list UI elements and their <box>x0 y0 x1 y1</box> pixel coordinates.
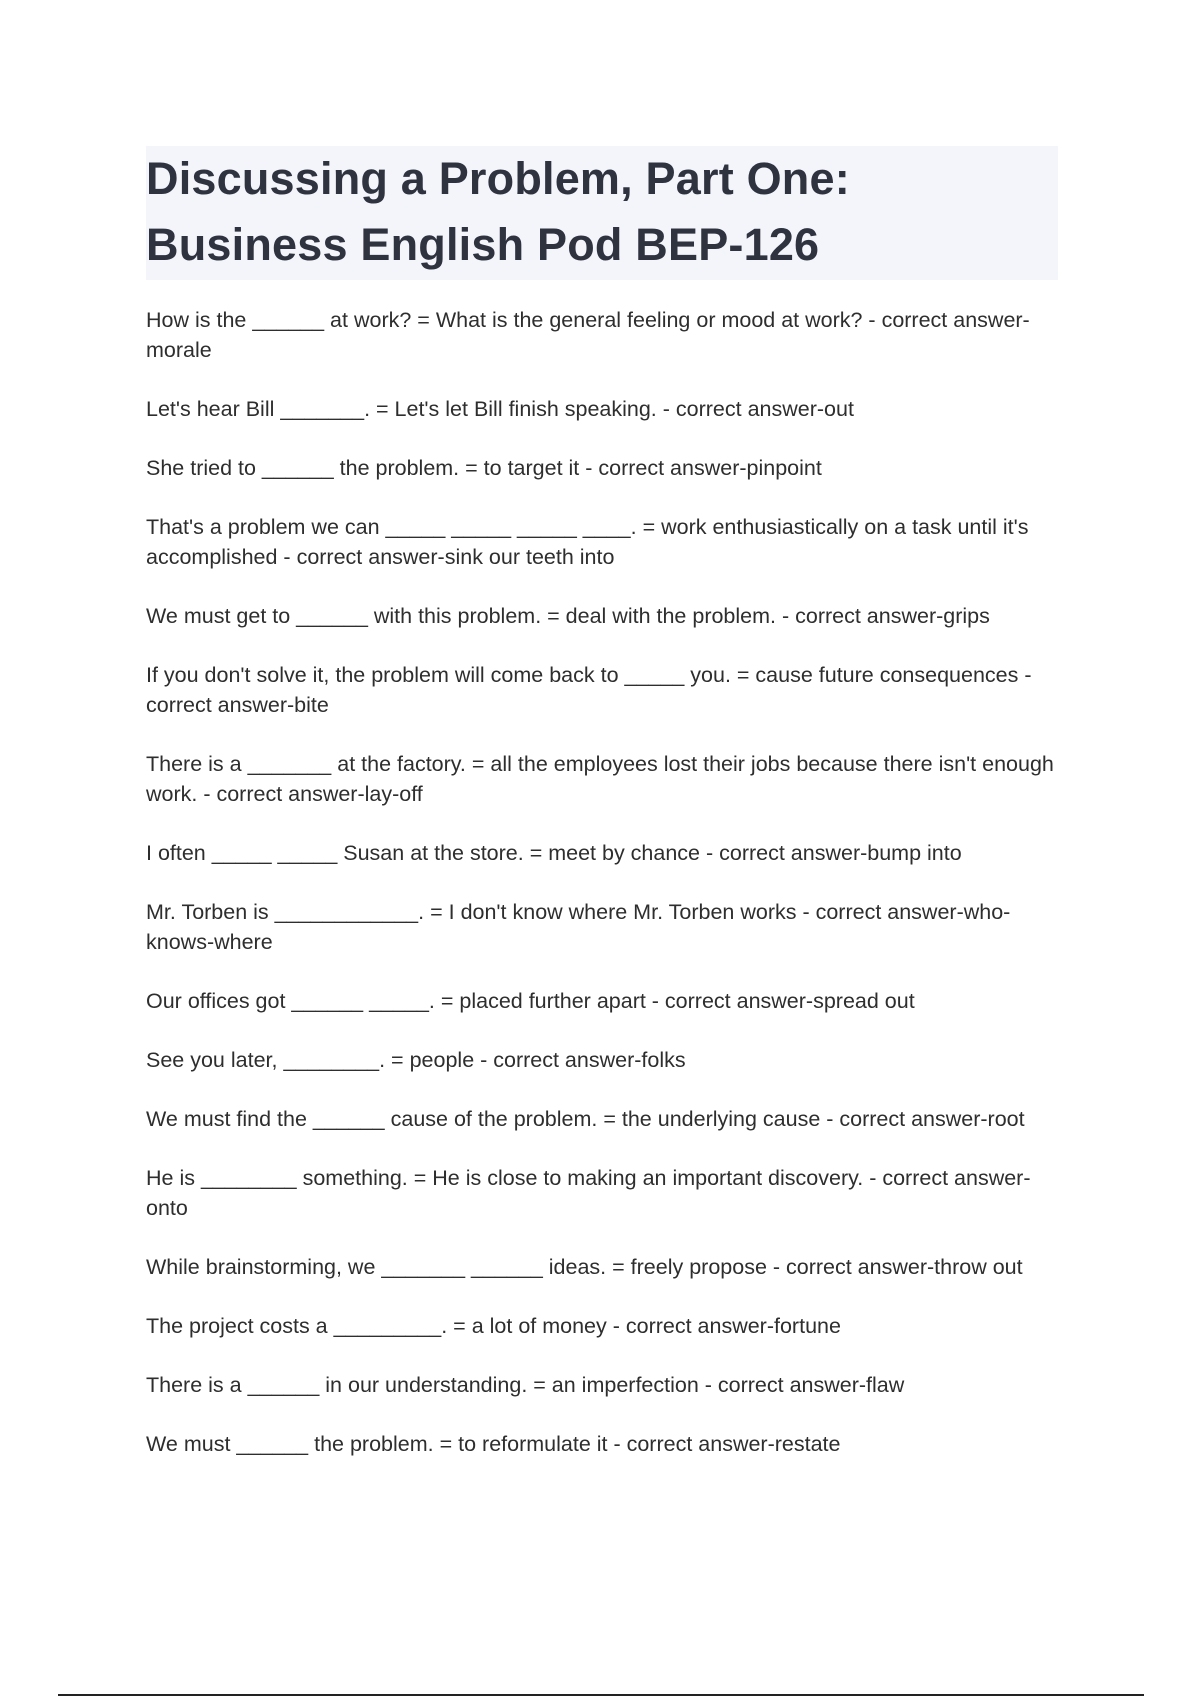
list-item: Let's hear Bill _______. = Let's let Bill finish speaking. - correct answer-out <box>146 397 854 421</box>
title-line-2: Business English Pod BEP-126 <box>146 219 820 270</box>
question-answer-list <box>146 305 1066 1488</box>
title-line-1: Discussing a Problem, Part One: <box>146 153 850 204</box>
list-item: There is a _______ at the factory. = all the employees lost their jobs because there isn't enough work. - correct answer-lay-off <box>146 752 1054 806</box>
list-item: We must ______ the problem. = to reformulate it - correct answer-restate <box>146 1432 841 1456</box>
list-item: The project costs a _________. = a lot of money - correct answer-fortune <box>146 1314 841 1338</box>
list-item: We must get to ______ with this problem. = deal with the problem. - correct answer-grips <box>146 604 990 628</box>
page-title <box>146 146 1058 278</box>
list-item: While brainstorming, we _______ ______ ideas. = freely propose - correct answer-throw out <box>146 1255 1023 1279</box>
list-item: That's a problem we can _____ _____ _____ ____. = work enthusiastically on a task until it's accomplished - correct answer-sink our teeth into <box>146 515 1029 569</box>
list-item: If you don't solve it, the problem will come back to _____ you. = cause future consequences - correct answer-bite <box>146 663 1032 717</box>
list-item: I often _____ _____ Susan at the store. = meet by chance - correct answer-bump into <box>146 841 962 865</box>
list-item: How is the ______ at work? = What is the general feeling or mood at work? - correct answer-morale <box>146 308 1030 362</box>
list-item: She tried to ______ the problem. = to target it - correct answer-pinpoint <box>146 456 822 480</box>
list-item: Mr. Torben is ____________. = I don't know where Mr. Torben works - correct answer-who-knows-where <box>146 900 1011 954</box>
list-item: Our offices got ______ _____. = placed further apart - correct answer-spread out <box>146 989 915 1013</box>
list-item: We must find the ______ cause of the problem. = the underlying cause - correct answer-root <box>146 1107 1025 1131</box>
list-item: See you later, ________. = people - correct answer-folks <box>146 1048 686 1072</box>
footer-divider <box>58 1694 1144 1696</box>
list-item: There is a ______ in our understanding. = an imperfection - correct answer-flaw <box>146 1373 905 1397</box>
list-item: He is ________ something. = He is close to making an important discovery. - correct answer-onto <box>146 1166 1031 1220</box>
title-banner <box>146 146 1058 280</box>
